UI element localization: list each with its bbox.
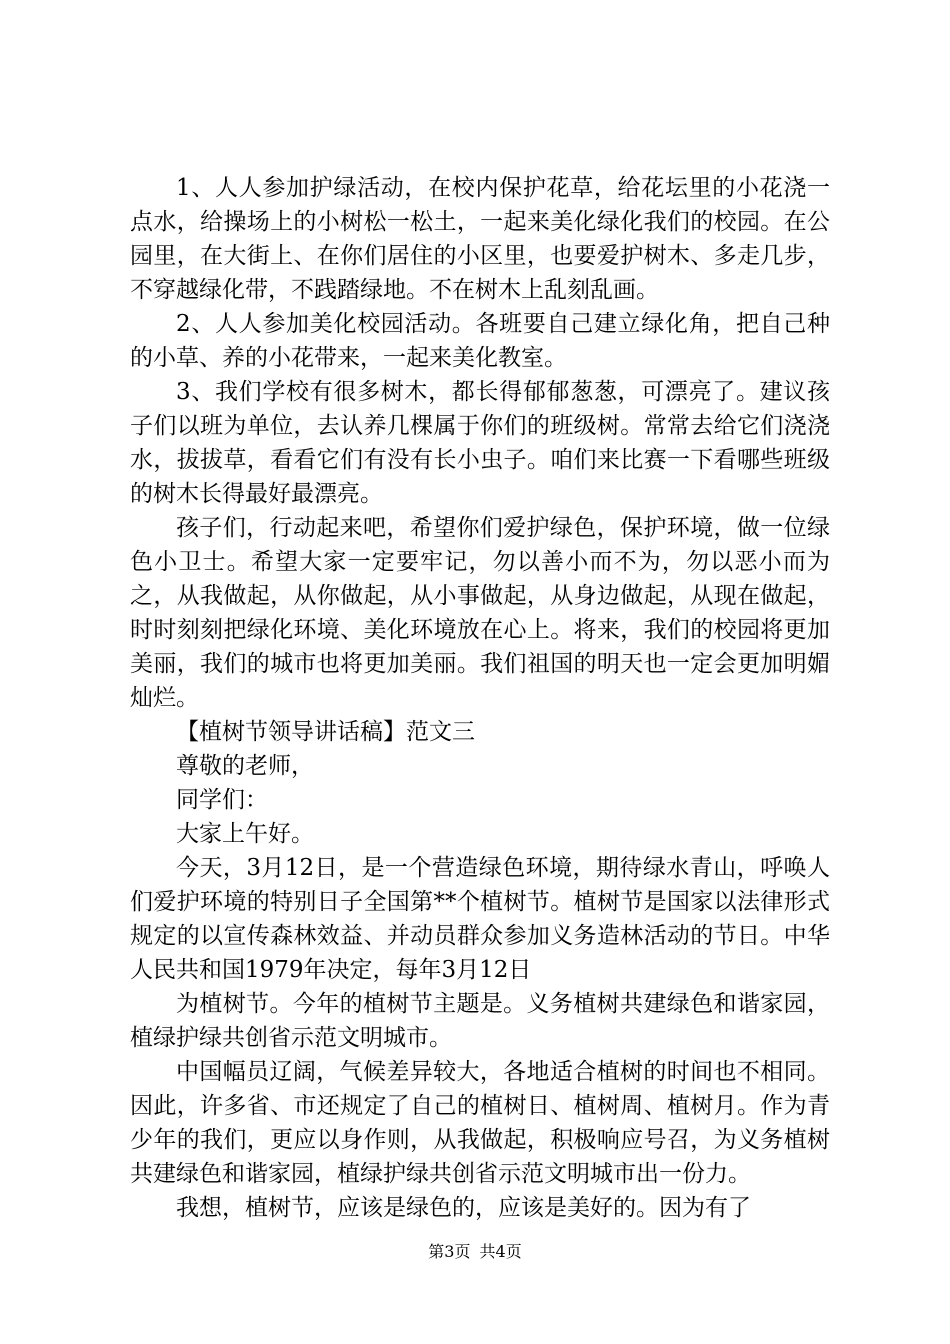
document-body — [130, 171, 830, 1225]
paragraph-today: 今天，3月12日，是一个营造绿色环境，期待绿水青山，呼唤人们爱护环境的特别日子全国第**个植树节。植树节是国家以法律形式规定的以宣传森林效益、并动员群众参加义务造林活动的节日。中华人民共和国1979年决定，每年3月12日 — [130, 855, 830, 983]
paragraph-item-2: 2、人人参加美化校园活动。各班要自己建立绿化角，把自己种的小草、养的小花带来，一起来美化教室。 — [130, 311, 830, 371]
paragraph-theme: 为植树节。今年的植树节主题是。义务植树共建绿色和谐家园，植绿护绿共创省示范文明城市。 — [130, 991, 830, 1051]
paragraph-item-3: 3、我们学校有很多树木，都长得郁郁葱葱，可漂亮了。建议孩子们以班为单位，去认养几棵属于你们的班级树。常常去给它们浇浇水，拔拔草，看看它们有没有长小虫子。咱们来比赛一下看哪些班级的树木长得最好最漂亮。 — [130, 379, 830, 507]
section-heading-sample-three: 【植树节领导讲话稿】范文三 — [176, 719, 475, 745]
salutation-students: 同学们： — [176, 787, 268, 813]
paragraph-children-act: 孩子们，行动起来吧，希望你们爱护绿色，保护环境，做一位绿色小卫士。希望大家一定要牢记，勿以善小而不为，勿以恶小而为之，从我做起，从你做起，从小事做起，从身边做起，从现在做起，时时刻刻把绿化环境、美化环境放在心上。将来，我们的校园将更加美丽，我们的城市也将更加美丽。我们祖国的明天也一定会更加明媚灿烂。 — [130, 515, 830, 711]
greeting-line: 大家上午好。 — [176, 821, 314, 847]
page-number: 第3页 — [428, 1242, 471, 1261]
page-footer — [0, 1242, 950, 1262]
salutation-teachers: 尊敬的老师， — [176, 753, 314, 779]
paragraph-i-think: 我想，植树节，应该是绿色的，应该是美好的。因为有了 — [176, 1195, 751, 1221]
paragraph-china: 中国幅员辽阔，气候差异较大，各地适合植树的时间也不相同。因此，许多省、市还规定了自己的植树日、植树周、植树月。作为青少年的我们，更应以身作则，从我做起，积极响应号召，为义务植树共建绿色和谐家园，植绿护绿共创省示范文明城市出一份力。 — [130, 1059, 830, 1187]
page-total: 共4页 — [479, 1242, 522, 1261]
paragraph-item-1: 1、人人参加护绿活动，在校内保护花草，给花坛里的小花浇一点水，给操场上的小树松一松土，一起来美化绿化我们的校园。在公园里，在大街上、在你们居住的小区里，也要爱护树木、多走几步，不穿越绿化带，不践踏绿地。不在树木上乱刻乱画。 — [130, 175, 830, 303]
